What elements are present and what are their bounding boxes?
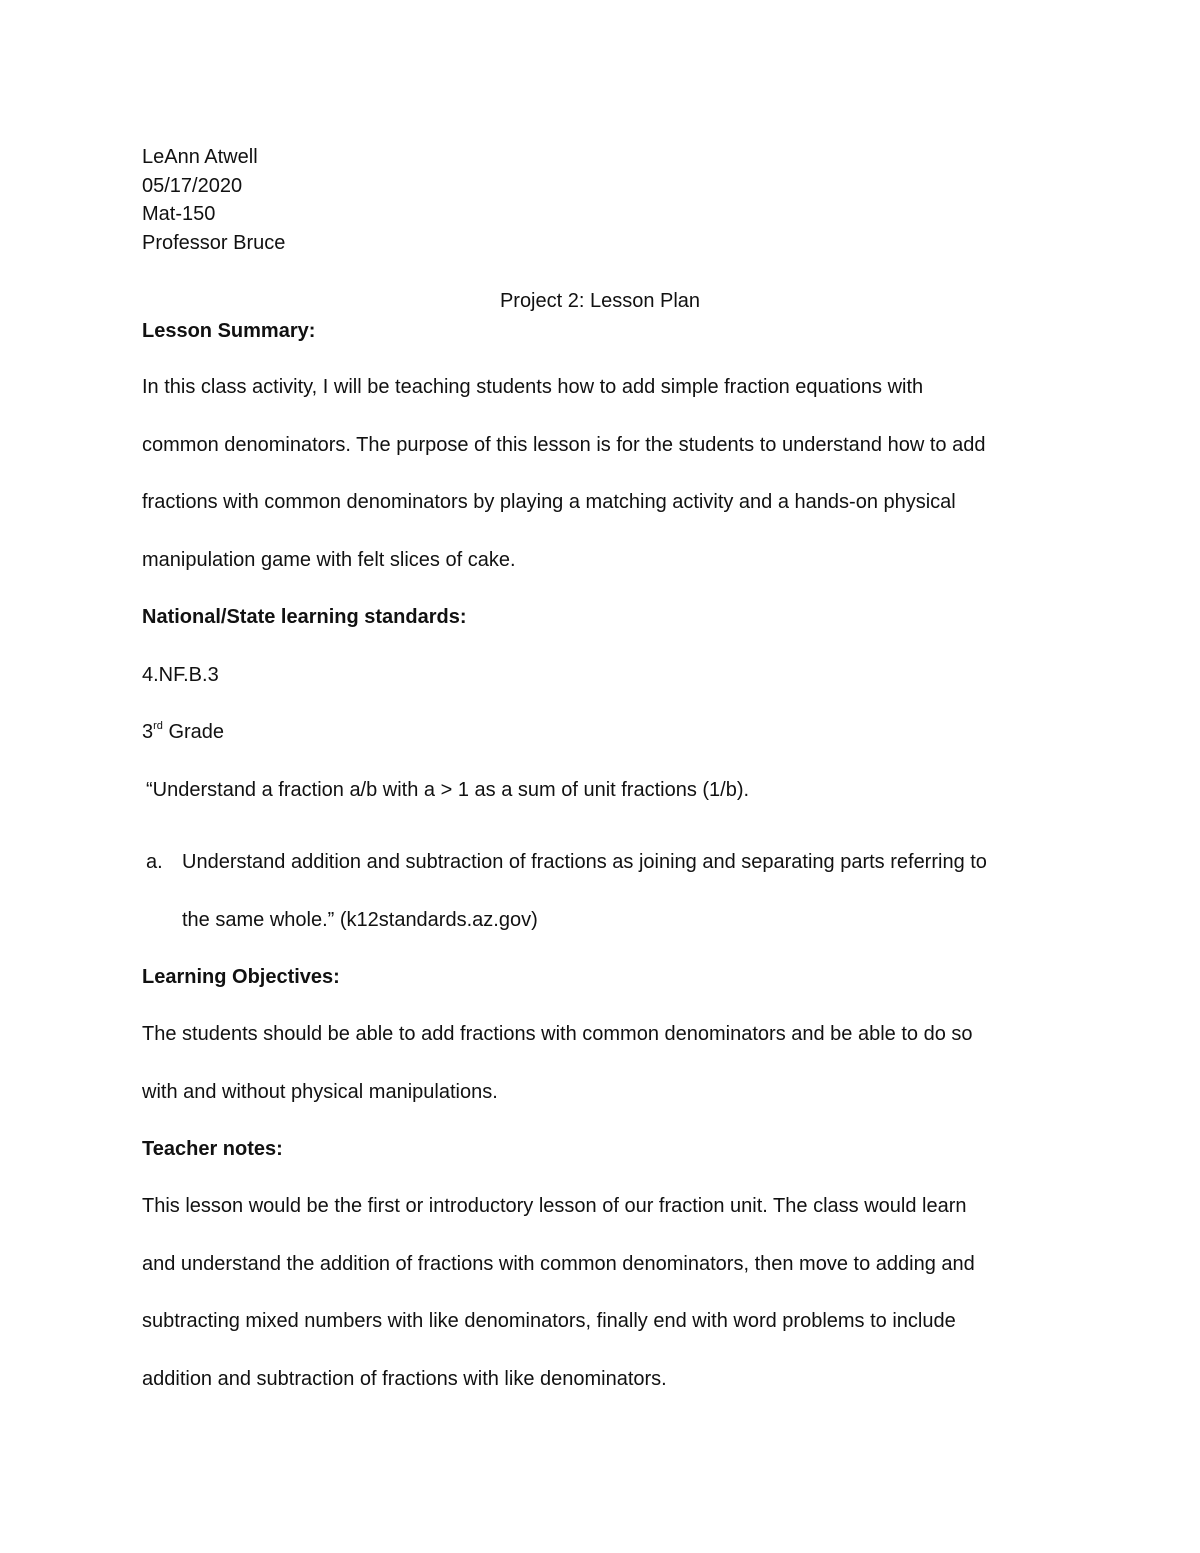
grade-word: Grade <box>168 721 225 743</box>
standards-heading: National/State learning standards: <box>142 606 467 628</box>
lesson-summary-heading: Lesson Summary: <box>142 320 316 342</box>
grade-level <box>142 722 224 742</box>
lesson-summary-line: In this class activity, I will be teaching students how to add simple fraction equations with <box>142 376 924 398</box>
objectives-line: The students should be able to add fractions with common denominators and be able to do so <box>142 1023 973 1045</box>
professor-name: Professor Bruce <box>142 232 286 254</box>
lesson-summary-line: common denominators. The purpose of this lesson is for the students to understand how to add <box>142 434 986 456</box>
date: 05/17/2020 <box>142 175 243 197</box>
lesson-summary-line: manipulation game with felt slices of cake. <box>142 549 516 571</box>
lesson-summary-line: fractions with common denominators by playing a matching activity and a hands-on physical <box>142 491 956 513</box>
objectives-line: with and without physical manipulations. <box>142 1081 498 1103</box>
teacher-notes-line: This lesson would be the first or introductory lesson of our fraction unit. The class would learn <box>142 1195 967 1217</box>
teacher-notes-line: addition and subtraction of fractions with like denominators. <box>142 1368 667 1390</box>
author-name: LeAnn Atwell <box>142 146 258 168</box>
document-title: Project 2: Lesson Plan <box>499 290 701 312</box>
grade-suffix: rd <box>153 720 163 732</box>
standard-code: 4.NF.B.3 <box>142 664 219 686</box>
standard-list-item-line: the same whole.” (k12standards.az.gov) <box>182 909 538 931</box>
teacher-notes-line: and understand the addition of fractions with common denominators, then move to adding and <box>142 1253 975 1275</box>
grade-number: 3 <box>142 721 154 743</box>
list-marker: a. <box>146 851 163 873</box>
standard-list-item-line: Understand addition and subtraction of fractions as joining and separating parts referring to <box>182 851 987 873</box>
teacher-notes-heading: Teacher notes: <box>142 1138 283 1160</box>
course-code: Mat-150 <box>142 203 216 225</box>
standard-quote: “Understand a fraction a/b with a > 1 as a sum of unit fractions (1/b). <box>146 779 750 801</box>
objectives-heading: Learning Objectives: <box>142 966 340 988</box>
teacher-notes-line: subtracting mixed numbers with like denominators, finally end with word problems to include <box>142 1310 956 1332</box>
